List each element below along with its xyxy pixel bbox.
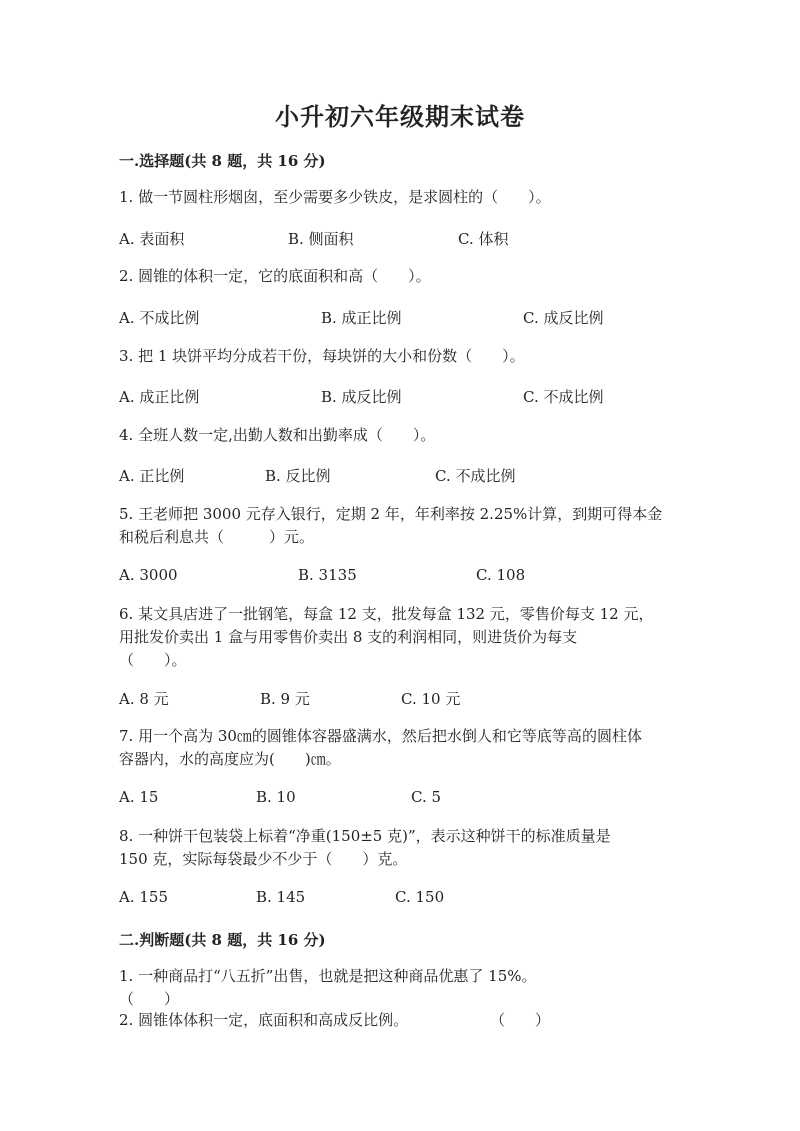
question-8-line-1: 8. 一种饼干包装袋上标着“净重(150±5 克)”，表示这种饼干的标准质量是 (119, 827, 611, 845)
section-heading-judgement: 二.判断题(共 8 题，共 16 分) (119, 931, 326, 949)
judgement-2: 2. 圆锥体体积一定，底面积和高成反比例。 (119, 1011, 409, 1029)
q2-option-a: A. 不成比例 (119, 309, 200, 327)
question-2: 2. 圆锥的体积一定，它的底面积和高（ ）。 (119, 267, 431, 285)
question-7-line-2: 容器内，水的高度应为( )㎝。 (119, 750, 341, 768)
question-6 (119, 603, 679, 672)
q7-option-a: A. 15 (119, 788, 159, 806)
q7-option-c: C. 5 (411, 788, 442, 806)
section-heading-choice: 一.选择题(共 8 题，共 16 分) (119, 152, 326, 170)
judgement-2-answer-parens: （ ） (490, 1011, 551, 1029)
q1-option-b: B. 侧面积 (288, 230, 354, 248)
q7-option-b: B. 10 (256, 788, 296, 806)
q8-option-c: C. 150 (395, 888, 445, 906)
q2-option-b: B. 成正比例 (321, 309, 402, 327)
question-8 (119, 825, 679, 871)
q4-option-b: B. 反比例 (265, 467, 331, 485)
q6-option-b: B. 9 元 (260, 690, 310, 708)
judgement-1 (119, 965, 679, 1011)
question-4: 4. 全班人数一定,出勤人数和出勤率成（ ）。 (119, 426, 436, 444)
q3-option-b: B. 成反比例 (321, 388, 402, 406)
question-7-line-1: 7. 用一个高为 30㎝的圆锥体容器盛满水，然后把水倒人和它等底等高的圆柱体 (119, 727, 642, 745)
q4-option-a: A. 正比例 (119, 467, 185, 485)
q3-option-a: A. 成正比例 (119, 388, 200, 406)
question-5-line-2: 和税后利息共（ ）元。 (119, 528, 315, 546)
q4-option-c: C. 不成比例 (435, 467, 516, 485)
question-7 (119, 725, 679, 771)
question-5 (119, 503, 679, 549)
q1-option-a: A. 表面积 (119, 230, 185, 248)
question-3: 3. 把 1 块饼平均分成若干份，每块饼的大小和份数（ ）。 (119, 347, 525, 365)
question-8-line-2: 150 克，实际每袋最少不少于（ ）克。 (119, 850, 408, 868)
q8-option-a: A. 155 (119, 888, 168, 906)
question-5-line-1: 5. 王老师把 3000 元存入银行，定期 2 年，年利率按 2.25%计算，到期可得本金 (119, 505, 663, 523)
question-1: 1. 做一节圆柱形烟囱，至少需要多少铁皮，是求圆柱的（ ）。 (119, 188, 551, 206)
q5-option-b: B. 3135 (298, 566, 357, 584)
judgement-1-line-2: （ ） (119, 990, 180, 1008)
q5-option-c: C. 108 (476, 566, 526, 584)
judgement-1-line-1: 1. 一种商品打“八五折”出售，也就是把这种商品优惠了 15%。 (119, 967, 537, 985)
q5-option-a: A. 3000 (119, 566, 178, 584)
page-title: 小升初六年级期末试卷 (275, 102, 525, 131)
q3-option-c: C. 不成比例 (523, 388, 604, 406)
q1-option-c: C. 体积 (458, 230, 509, 248)
q6-option-c: C. 10 元 (401, 690, 461, 708)
question-6-line-1: 6. 某文具店进了一批钢笔，每盒 12 支，批发每盒 132 元，零售价每支 12 元， (119, 605, 654, 623)
q6-option-a: A. 8 元 (119, 690, 169, 708)
q2-option-c: C. 成反比例 (523, 309, 604, 327)
question-6-line-2: 用批发价卖出 1 盒与用零售价卖出 8 支的利润相同，则进货价为每支 (119, 628, 578, 646)
q8-option-b: B. 145 (256, 888, 306, 906)
question-6-line-3: （ ）。 (119, 651, 187, 669)
